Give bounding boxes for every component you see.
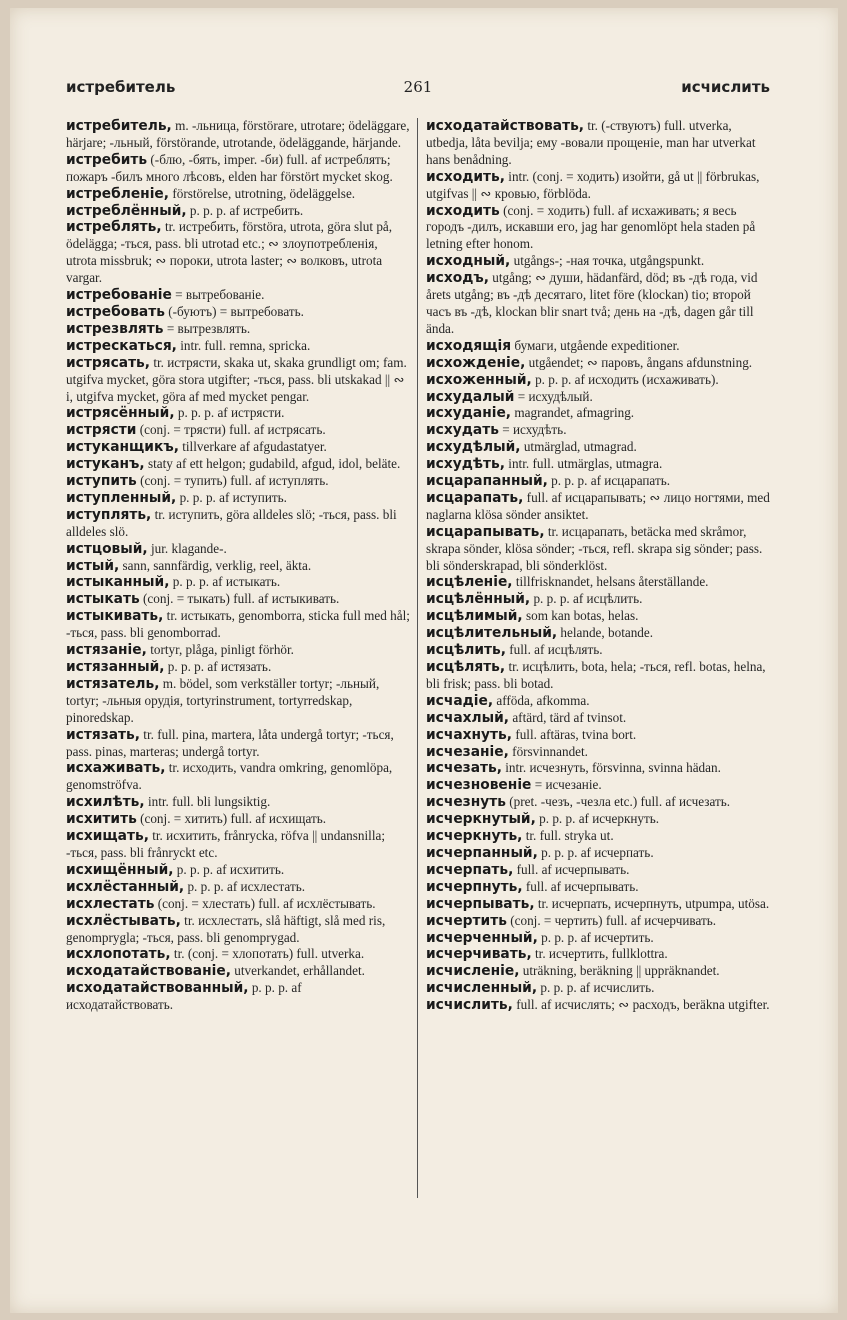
entry-definition: p. p. p. af исчерпать.	[537, 844, 654, 860]
entry-headword: истязаніе,	[66, 642, 147, 659]
entry-definition: p. p. p. af исходатайствовать.	[66, 980, 302, 1013]
entry-headword: истреблённый,	[66, 202, 187, 219]
entry-definition: (conj. = хлестать) full. af исхлёстывать.	[154, 895, 376, 911]
dictionary-entry	[66, 980, 410, 1014]
entry-definition: (conj. = тупить) full. af иступлять.	[136, 473, 329, 489]
dictionary-entry	[66, 676, 410, 727]
dictionary-entry	[426, 439, 770, 456]
dictionary-entry	[426, 794, 770, 811]
entry-headword: исхожденіе,	[426, 354, 526, 371]
entry-definition: = вытрезвлять.	[163, 320, 251, 336]
dictionary-entry	[66, 473, 410, 490]
dictionary-entry	[426, 997, 770, 1014]
entry-headword: исцѣлимый,	[426, 608, 523, 625]
dictionary-entry	[66, 760, 410, 794]
entry-definition: intr. full. remna, spricka.	[176, 337, 311, 353]
dictionary-entry	[426, 710, 770, 727]
dictionary-entry	[426, 591, 770, 608]
entry-definition: p. p. p. af исчеркнуть.	[535, 811, 660, 827]
dictionary-entry	[426, 727, 770, 744]
entry-definition: intr. исчезнуть, försvinna, svinna hädan.	[501, 760, 721, 776]
entry-headword: исчисленіе,	[426, 963, 520, 980]
entry-headword: истрескаться,	[66, 337, 177, 354]
dictionary-entry	[426, 879, 770, 896]
dictionary-entry	[66, 405, 410, 422]
entry-headword: исхилѣть,	[66, 794, 145, 811]
dictionary-entry	[66, 287, 410, 304]
dictionary-entry	[426, 608, 770, 625]
entry-definition: försvinnandet.	[508, 743, 588, 759]
header-right-guideword: исчислить	[681, 78, 770, 96]
page-number: 261	[403, 78, 433, 96]
entry-headword: исхаживать,	[66, 760, 166, 777]
dictionary-entry	[66, 727, 410, 761]
entry-definition: = исчезаніе.	[531, 777, 602, 793]
dictionary-entry	[426, 760, 770, 777]
dictionary-entry	[66, 794, 410, 811]
entry-headword: исходить	[426, 202, 500, 219]
entry-definition: p. p. p. af исцарапать.	[547, 473, 671, 489]
entry-definition: (conj. = трясти) full. af истрясать.	[136, 422, 326, 438]
entry-definition: staty af ett helgon; gudabild, afgud, idol, beläte.	[144, 456, 401, 472]
entry-definition: tr. исхитить, frånrycka, röfva || undansnilla; -ться, pass. bli frånryckt etc.	[66, 828, 386, 860]
entry-definition: p. p. p. af исчислить.	[537, 980, 655, 996]
entry-definition: full. aftäras, tvina bort.	[512, 726, 637, 742]
entry-headword: исчезаніе,	[426, 743, 509, 760]
entry-headword: исчезновеніе	[426, 777, 532, 794]
dictionary-entry	[426, 777, 770, 794]
dictionary-entry	[66, 946, 410, 963]
entry-definition: utverkandet, erhållandet.	[230, 963, 365, 979]
entry-definition: (-буютъ) = вытребовать.	[164, 303, 304, 319]
dictionary-entry	[426, 828, 770, 845]
dictionary-entry	[426, 930, 770, 947]
entry-headword: истребитель,	[66, 118, 172, 134]
entry-headword: исходящія	[426, 337, 512, 354]
entry-definition: tr. истыкать, genomborra, sticka full med hål; -ться, pass. bli genomborrad.	[66, 608, 410, 641]
dictionary-entry	[66, 338, 410, 355]
entry-definition: (pret. -чезъ, -чезла etc.) full. af исчезать.	[505, 794, 731, 810]
dictionary-entry	[66, 422, 410, 439]
entry-definition: intr. full. utmärglas, utmagra.	[505, 456, 663, 472]
entry-definition: tr. исхлестать, slå häftigt, slå med ris, genomprygla; -ться, pass. bli genomprygad.	[66, 912, 386, 945]
entry-definition: (conj. = чертить) full. af исчерчивать.	[506, 912, 717, 928]
entry-definition: tr. (-ствуютъ) full. utverka, utbedja, låta bevilja; ему -вовали прощеніе, man har utverkat hans benådning.	[426, 118, 756, 167]
entry-headword: исцѣлить,	[426, 642, 506, 659]
entry-headword: исхлёстывать,	[66, 912, 181, 929]
header-left-guideword: истребитель	[66, 78, 176, 96]
entry-headword: исцѣленіе,	[426, 574, 513, 591]
entry-definition: tr. исчерпать, исчерпнуть, utpumpa, utösa.	[534, 895, 770, 911]
entry-definition: tr. истрясти, skaka ut, skaka grundligt om; fam. utgifva mycket, göra stora utgifter; -ться, pass. bli utskakad || ∾ i, utgifva mycket, göra af med mycket pengar.	[66, 354, 407, 404]
entry-definition: tr. истребить, förstöra, utrota, göra slut på, ödelägga; -ться, pass. bli utrotad etc.; ∾ злоупотребленія, utrota missbruk; ∾ пороки, utrota laster; ∾ волковъ, utrota vargar.	[66, 219, 393, 286]
entry-headword: исчерпанный,	[426, 844, 538, 861]
entry-headword: исхуданіе,	[426, 405, 512, 422]
dictionary-entry	[426, 913, 770, 930]
entry-headword: исхищать,	[66, 828, 149, 845]
entry-definition: (-блю, -бять, imper. -би) full. af истреблять; пожаръ -билъ много лѣсовъ, elden har förstört mycket skog.	[66, 151, 393, 184]
entry-definition: tr. исходить, vandra omkring, genomlöpa, genomströfva.	[66, 760, 393, 793]
entry-headword: исцѣлять,	[426, 659, 506, 675]
dictionary-entry	[426, 355, 770, 372]
entry-definition: p. p. p. af исцѣлить.	[530, 591, 643, 607]
entry-definition: = исхудѣлый.	[514, 388, 593, 404]
entry-headword: исчахнуть,	[426, 726, 513, 743]
dictionary-entry	[66, 456, 410, 473]
entry-headword: истребованіе	[66, 287, 172, 304]
dictionary-entry	[426, 980, 770, 997]
entry-headword: истребить	[66, 151, 148, 168]
entry-definition: бумаги, utgående expeditioner.	[511, 337, 680, 353]
entry-headword: истый,	[66, 557, 120, 574]
dictionary-entry	[66, 507, 410, 541]
entry-definition: full. af исцѣлять.	[505, 642, 603, 658]
entry-definition: förstörelse, utrotning, ödeläggelse.	[169, 185, 356, 201]
dictionary-entry	[426, 338, 770, 355]
dictionary-entry	[66, 913, 410, 947]
entry-headword: исчадіе,	[426, 692, 494, 709]
entry-definition: p. p. p. af исчертить.	[537, 929, 654, 945]
entry-headword: исчерпать,	[426, 861, 514, 878]
dictionary-entry	[66, 879, 410, 896]
entry-headword: истрясти	[66, 422, 137, 439]
entry-headword: исходный,	[426, 253, 511, 270]
dictionary-entry	[66, 321, 410, 338]
entry-headword: истрясать,	[66, 354, 151, 371]
dictionary-entry	[426, 422, 770, 439]
entry-headword: исчерпывать,	[426, 895, 535, 912]
dictionary-entry	[66, 828, 410, 862]
entry-definition: tr. (conj. = хлопотать) full. utverka.	[170, 946, 365, 962]
dictionary-entry	[426, 203, 770, 254]
entry-definition: aftärd, tärd af tvinsot.	[509, 709, 627, 725]
dictionary-entry	[66, 203, 410, 220]
dictionary-entry	[66, 118, 410, 152]
entry-definition: = исхудѣть.	[498, 422, 567, 438]
entry-headword: истязать,	[66, 726, 140, 743]
dictionary-entry	[66, 659, 410, 676]
entry-headword: исхудалый	[426, 388, 515, 405]
entry-definition: utgång; ∾ души, hädanfärd, död; въ -дѣ года, vid årets utgång; въ -дѣ десятаго, litet före (klockan) tio; второй часъ въ -дѣ, klockan blir snart två; день на -дѣ, dagen går till ända.	[426, 270, 758, 336]
dictionary-entry	[66, 219, 410, 287]
entry-headword: исхитить	[66, 811, 137, 828]
entry-headword: истыкивать,	[66, 608, 164, 625]
entry-definition: = вытребованіе.	[171, 287, 265, 303]
dictionary-entry	[426, 896, 770, 913]
dictionary-entry	[426, 405, 770, 422]
entry-headword: истрезвлять	[66, 320, 164, 337]
entry-headword: истрясённый,	[66, 405, 175, 422]
dictionary-entry	[426, 456, 770, 473]
dictionary-entry	[426, 490, 770, 524]
entry-definition: full. af исцарапывать; ∾ лицо ногтями, med naglarna klösa sönder ansiktet.	[426, 489, 770, 522]
entry-headword: истреблять,	[66, 219, 162, 236]
dictionary-entry	[426, 524, 770, 575]
entry-definition: full. af исчерпывать.	[522, 878, 639, 894]
entry-headword: исчахлый,	[426, 709, 510, 726]
entry-headword: исчертить	[426, 912, 507, 929]
entry-definition: (conj. = хитить) full. af исхищать.	[136, 811, 327, 827]
dictionary-entry	[66, 896, 410, 913]
entry-definition: sann, sannfärdig, verklig, reel, äkta.	[119, 557, 312, 573]
column-divider	[417, 118, 418, 1198]
dictionary-entry	[66, 963, 410, 980]
dictionary-entry	[66, 608, 410, 642]
dictionary-entry	[66, 541, 410, 558]
entry-headword: исцѣлённый,	[426, 591, 531, 608]
entry-headword: исцѣлительный,	[426, 625, 558, 642]
dictionary-entry	[426, 845, 770, 862]
dictionary-entry	[66, 152, 410, 186]
entry-headword: исхудать	[426, 422, 499, 439]
entry-definition: full. af исчислять; ∾ расходъ, beräkna utgifter.	[512, 997, 770, 1013]
entry-definition: jur. klagande-.	[147, 540, 227, 556]
entry-headword: исцарапанный,	[426, 473, 548, 490]
dictionary-entry	[426, 473, 770, 490]
dictionary-entry	[426, 253, 770, 270]
entry-headword: иступлять,	[66, 506, 152, 523]
left-column	[66, 118, 410, 1014]
entry-definition: tr. исчертить, fullklottra.	[531, 946, 668, 962]
entry-definition: m. -льница, förstörare, utrotare; ödeläggare, härjare; -льный, förstörande, utrotande, ödeläggande, härjande.	[66, 118, 410, 150]
entry-headword: исчеркнутый,	[426, 811, 536, 828]
entry-headword: исчисленный,	[426, 980, 538, 997]
entry-definition: tr. full. pina, martera, låta undergå tortyr; -ться, pass. pinas, marteras; undergå tortyr.	[66, 726, 394, 759]
entry-definition: p. p. p. af иступить.	[176, 489, 287, 505]
entry-headword: исхищённый,	[66, 861, 174, 878]
entry-headword: истязатель,	[66, 675, 160, 692]
entry-definition: tortyr, plåga, pinligt förhör.	[146, 642, 294, 658]
entry-definition: tr. исцѣлить, bota, hela; -ться, refl. botas, helna, bli frisk; pass. bli botad.	[426, 659, 766, 691]
entry-headword: исходить,	[426, 168, 505, 185]
entry-headword: истребовать	[66, 303, 165, 320]
entry-definition: p. p. p. af истрясти.	[174, 405, 285, 421]
entry-definition: p. p. p. af истребить.	[186, 202, 304, 218]
dictionary-entry	[426, 744, 770, 761]
entry-headword: иступленный,	[66, 489, 177, 506]
entry-definition: utgångs-; -ная точка, utgångspunkt.	[510, 253, 705, 269]
entry-headword: исхлёстанный,	[66, 878, 185, 895]
entry-headword: исцарапывать,	[426, 523, 545, 540]
dictionary-entry	[66, 558, 410, 575]
entry-headword: истыканный,	[66, 574, 170, 591]
entry-headword: исходатайствовать,	[426, 118, 585, 134]
dictionary-entry	[426, 811, 770, 828]
entry-definition: som kan botas, helas.	[522, 608, 639, 624]
entry-definition: utgåendet; ∾ паровъ, ångans afdunstning.	[525, 354, 753, 370]
entry-headword: исходатайствованный,	[66, 980, 249, 997]
dictionary-entry	[66, 862, 410, 879]
entry-definition: p. p. p. af исхитить.	[173, 861, 285, 877]
entry-definition: magrandet, afmagring.	[511, 405, 635, 421]
entry-definition: p. p. p. af исхлестать.	[184, 878, 306, 894]
dictionary-entry	[426, 389, 770, 406]
dictionary-entry	[426, 963, 770, 980]
dictionary-entry	[66, 574, 410, 591]
entry-headword: исходатайствованіе,	[66, 963, 231, 980]
entry-definition: tr. full. stryka ut.	[522, 828, 614, 844]
dictionary-entry	[426, 946, 770, 963]
entry-headword: исхлестать	[66, 895, 155, 912]
dictionary-entry	[426, 862, 770, 879]
dictionary-entry	[426, 270, 770, 338]
entry-headword: истцовый,	[66, 540, 148, 557]
entry-headword: исчезнуть	[426, 794, 506, 811]
entry-headword: исходъ,	[426, 270, 489, 287]
entry-definition: intr. (conj. = ходить) изойти, gå ut || förbrukas, utgifvas || ∾ кровью, förblöda.	[426, 168, 760, 201]
entry-definition: m. bödel, som verkställer tortyr; -льный, tortyr; -льныя орудія, tortyrinstrument, tortyrredskap, pinoredskap.	[66, 675, 380, 725]
entry-headword: истыкать	[66, 591, 140, 608]
entry-definition: p. p. p. af истязать.	[164, 659, 272, 674]
entry-headword: исчерченный,	[426, 929, 538, 946]
entry-definition: helande, botande.	[557, 625, 654, 641]
dictionary-entry	[426, 118, 770, 169]
entry-headword: исхлопотать,	[66, 946, 171, 963]
entry-headword: исхоженный,	[426, 371, 532, 388]
entry-headword: исцарапать,	[426, 489, 524, 506]
entry-headword: исчерпнуть,	[426, 878, 523, 895]
entry-headword: исчислить,	[426, 997, 513, 1014]
dictionary-entry	[426, 693, 770, 710]
dictionary-entry	[66, 490, 410, 507]
entry-definition: tillverkare af afgudastatyer.	[178, 439, 327, 455]
entry-headword: истребленіе,	[66, 185, 170, 202]
entry-headword: исхудѣть,	[426, 456, 505, 473]
entry-headword: истуканщикъ,	[66, 439, 179, 456]
dictionary-entry	[66, 304, 410, 321]
entry-headword: истязанный,	[66, 659, 165, 675]
dictionary-entry	[426, 642, 770, 659]
entry-definition: (conj. = тыкать) full. af истыкивать.	[139, 591, 340, 607]
dictionary-entry	[426, 574, 770, 591]
entry-definition: utmärglad, utmagrad.	[520, 439, 637, 455]
dictionary-entry	[66, 642, 410, 659]
entry-definition: tr. иступить, göra alldeles slö; -ться, pass. bli alldeles slö.	[66, 506, 397, 539]
page-header	[66, 78, 770, 108]
entry-definition: intr. full. bli lungsiktig.	[144, 794, 271, 810]
dictionary-entry	[426, 169, 770, 203]
entry-headword: исчеркнуть,	[426, 828, 523, 845]
entry-headword: иступить	[66, 473, 137, 490]
entry-definition: (conj. = ходить) full. af исхаживать; я весь городъ -дилъ, искавши его, jag har genomlöpt hela staden på letning efter honom.	[426, 202, 756, 252]
entry-definition: full. af исчерпывать.	[513, 861, 630, 877]
dictionary-entry	[426, 625, 770, 642]
entry-definition: p. p. p. af истыкать.	[169, 574, 281, 590]
dictionary-entry	[426, 372, 770, 389]
entry-headword: исчерчивать,	[426, 946, 532, 963]
entry-definition: afföda, afkomma.	[493, 692, 590, 708]
dictionary-entry	[66, 186, 410, 203]
dictionary-entry	[66, 439, 410, 456]
dictionary-entry	[66, 355, 410, 406]
entry-definition: tillfrisknandet, helsans återställande.	[512, 574, 709, 590]
entry-definition: p. p. p. af исходить (исхаживать).	[531, 371, 719, 387]
entry-definition: uträkning, beräkning || uppräknandet.	[519, 963, 720, 979]
entry-headword: исхудѣлый,	[426, 439, 521, 456]
entry-headword: исчезать,	[426, 760, 502, 777]
dictionary-entry	[66, 591, 410, 608]
entry-headword: истуканъ,	[66, 456, 145, 473]
right-column	[426, 118, 770, 1014]
dictionary-entry	[426, 659, 770, 693]
dictionary-entry	[66, 811, 410, 828]
entry-definition: tr. исцарапать, betäcka med skråmor, skrapa sönder, klösa sönder; -ться, refl. skrapa sig sönder; pass. bli sönderskrapad, bli sönderklöst.	[426, 523, 763, 573]
